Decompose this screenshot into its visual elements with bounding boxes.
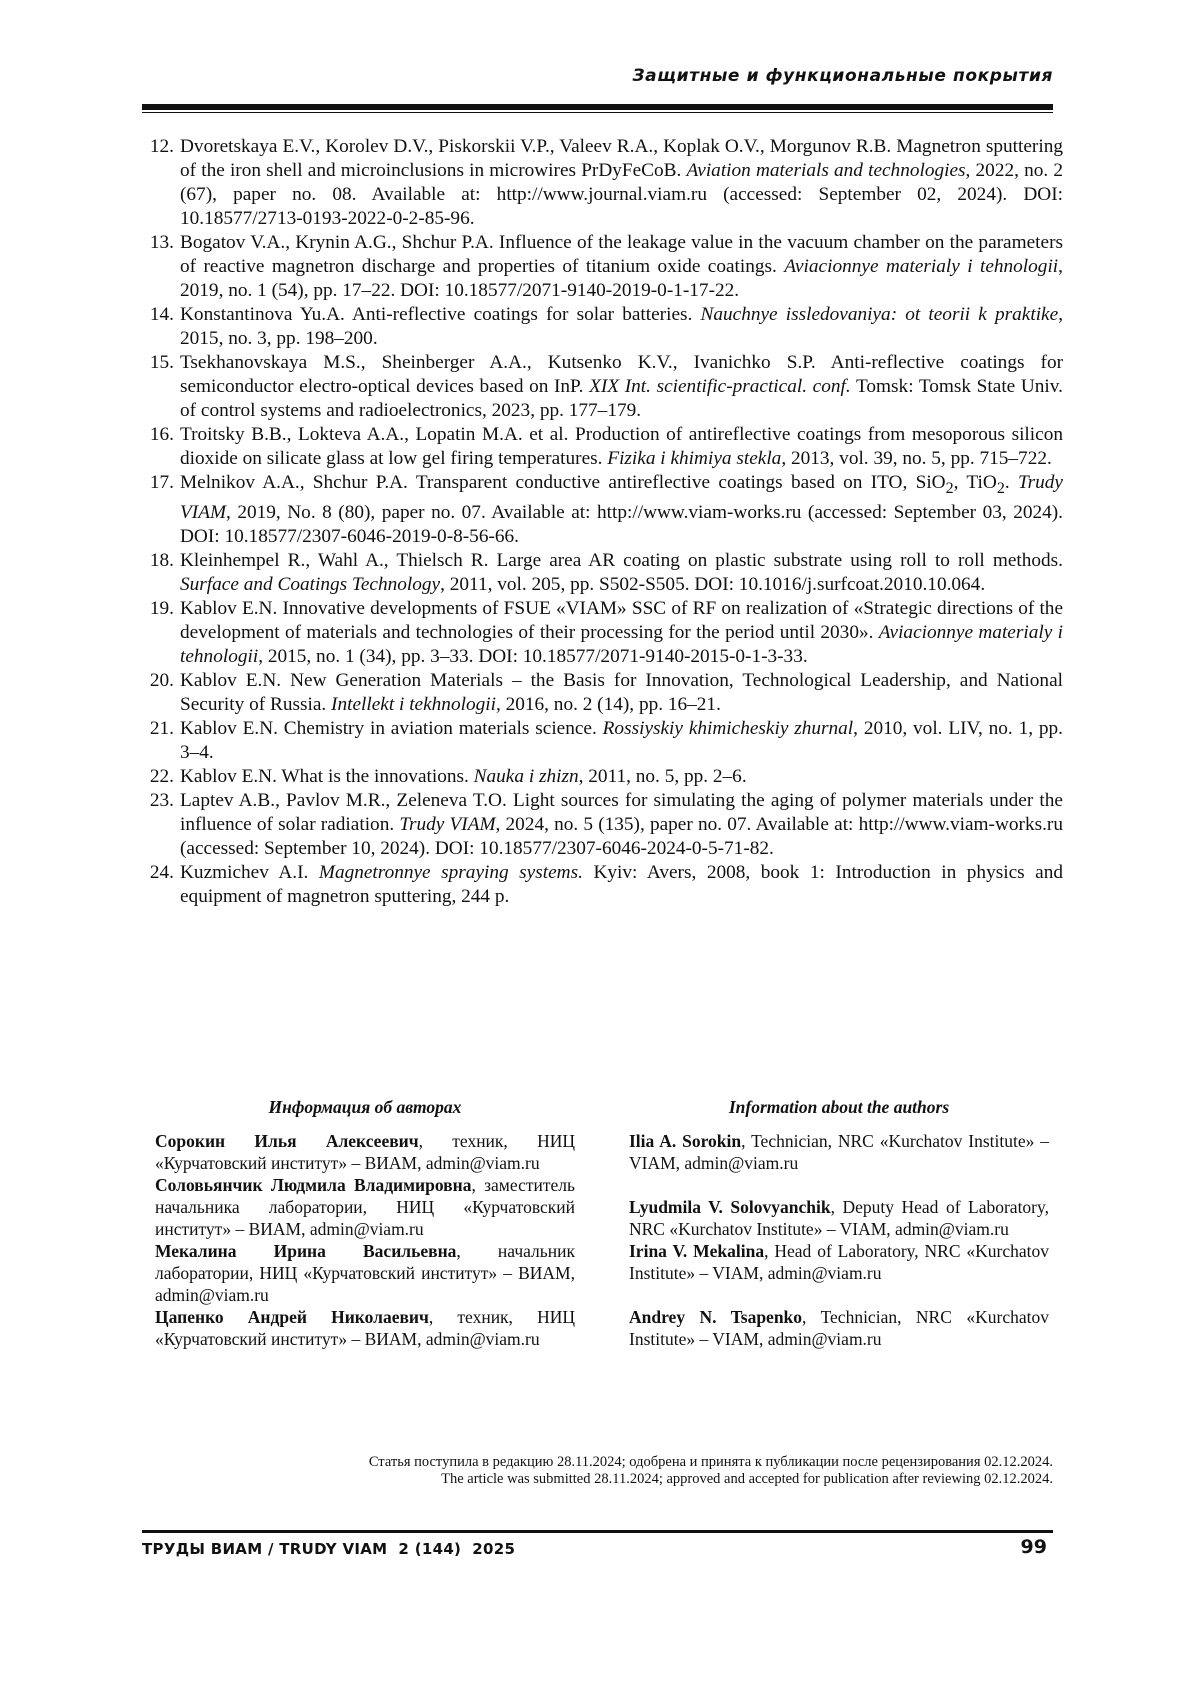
- reference-number: 20.: [149, 669, 174, 691]
- author-name: Цапенко Андрей Николаевич: [155, 1307, 429, 1327]
- reference-text: Laptev A.B., Pavlov M.R., Zeleneva T.O. Light sources for simulating the aging of polymer materials under the influence of solar radiation. Trudy VIAM, 2024, no. 5 (135), paper no. 07. Available at: http://www.viam-works.ru (accessed: September 10, 2024). DOI: 10.18577/2307-6046-2024-0-5-71-82.: [180, 789, 1063, 859]
- reference-item: [142, 135, 1063, 231]
- author-en-2: [629, 1196, 1049, 1240]
- authors-ru-heading: Информация об авторах: [268, 1097, 462, 1117]
- author-details: , начальник лаборатории, НИЦ «Курчатовский институт» – ВИАМ, admin@viam.ru: [155, 1241, 575, 1305]
- author-ru-3: [155, 1240, 575, 1306]
- reference-text: Kablov E.N. New Generation Materials – the Basis for Innovation, Technological Leadership, and National Security of Russia. Intellekt i tekhnologii, 2016, no. 2 (14), pp. 16–21.: [180, 669, 1063, 715]
- reference-number: 12.: [149, 136, 174, 157]
- author-en-1: [629, 1130, 1049, 1174]
- submission-note-en: The article was submitted 28.11.2024; approved and accepted for publication after reviewing 02.12.2024.: [441, 1471, 1053, 1487]
- author-ru-1: [155, 1130, 575, 1174]
- reference-item: [142, 549, 1063, 597]
- reference-number: 16.: [149, 424, 174, 445]
- author-details: , заместитель начальника лаборатории, НИЦ «Курчатовский институт» – ВИАМ, admin@viam.ru: [155, 1175, 575, 1239]
- author-details: , Technician, NRC «Kurchatov Institute» – VIAM, admin@viam.ru: [629, 1131, 1049, 1173]
- reference-text: Kablov E.N. What is the innovations. Nauka i zhizn, 2011, no. 5, pp. 2–6.: [180, 765, 747, 787]
- author-name: Мекалина Ирина Васильевна: [155, 1241, 457, 1261]
- author-name: Andrey N. Tsapenko: [629, 1307, 803, 1327]
- reference-number: 21.: [149, 717, 174, 739]
- header-rule-thin: [142, 112, 1053, 113]
- reference-item: [142, 789, 1063, 861]
- reference-item: [142, 471, 1063, 549]
- reference-text: Kablov E.N. Chemistry in aviation materials science. Rossiyskiy khimicheskiy zhurnal, 2010, vol. LIV, no. 1, pp. 3–4.: [180, 717, 1063, 763]
- reference-item: [142, 861, 1063, 909]
- reference-number: 19.: [149, 597, 174, 619]
- header-rule: [142, 104, 1053, 110]
- author-details: , Technician, NRC «Kurchatov Institute» – VIAM, admin@viam.ru: [629, 1307, 1049, 1349]
- author-ru-2: [155, 1174, 575, 1240]
- reference-number: 23.: [149, 789, 174, 811]
- author-en-3: [629, 1240, 1049, 1284]
- reference-text: Kuzmichev A.I. Magnetronnye spraying systems. Kyiv: Avers, 2008, book 1: Introduction in physics and equipment of magnetron sputtering, 244 p.: [180, 861, 1064, 907]
- reference-item: [142, 351, 1063, 423]
- author-details: , техник, НИЦ «Курчатовский институт» – ВИАМ, admin@viam.ru: [155, 1307, 575, 1349]
- author-name: Сорокин Илья Алексеевич: [155, 1131, 419, 1151]
- reference-number: 22.: [149, 765, 174, 787]
- author-name: Irina V. Mekalina: [629, 1241, 765, 1261]
- section-title: Защитные и функциональные покрытия: [632, 66, 1053, 86]
- reference-text: Kablov E.N. Innovative developments of FSUE «VIAM» SSC of RF on realization of «Strategic directions of the development of materials and technologies of their processing for the period until 2030». Aviacionnye materialy i tehnologii, 2015, no. 1 (34), pp. 3–33. DOI: 10.18577/2071-9140-2015-0-1-3-33.: [180, 597, 1063, 667]
- reference-text: Troitsky B.B., Lokteva A.A., Lopatin M.A. et al. Production of antireflective coatings from mesoporous silicon dioxide on silicate glass at low gel firing temperatures. Fizika i khimiya stekla, 2013, vol. 39, no. 5, pp. 715–722.: [180, 424, 1063, 469]
- reference-text: Dvoretskaya E.V., Korolev D.V., Piskorskii V.P., Valeev R.A., Koplak O.V., Morgunov R.B. Magnetron sputtering of the iron shell and microinclusions in microwires PrDyFeCoB. Aviation materials and technologies, 2022, no. 2 (67), paper no. 08. Available at: http://www.journal.viam.ru (accessed: September 02, 2024). DOI: 10.18577/2713-0193-2022-0-2-85-96.: [180, 136, 1064, 229]
- authors-en-heading: Information about the authors: [728, 1097, 950, 1117]
- author-name: Ilia A. Sorokin: [629, 1131, 742, 1151]
- reference-item: [142, 597, 1063, 669]
- author-ru-4: [155, 1306, 575, 1350]
- reference-number: 13.: [149, 232, 174, 253]
- reference-text: Bogatov V.A., Krynin A.G., Shchur P.A. Influence of the leakage value in the vacuum chamber on the parameters of reactive magnetron discharge and properties of titanium oxide coatings. Aviacionnye materialy i tehnologii, 2019, no. 1 (54), pp. 17–22. DOI: 10.18577/2071-9140-2019-0-1-17-22.: [180, 232, 1063, 301]
- reference-item: [142, 423, 1063, 471]
- authors-en-column: [629, 1096, 1049, 1350]
- reference-text: Kleinhempel R., Wahl A., Thielsch R. Large area AR coating on plastic substrate using roll to roll methods. Surface and Coatings Technology, 2011, vol. 205, pp. S502-S505. DOI: 10.1016/j.surfcoat.2010.10.064.: [180, 549, 1063, 595]
- reference-number: 17.: [149, 472, 174, 493]
- author-details: , Deputy Head of Laboratory, NRC «Kurchatov Institute» – VIAM, admin@viam.ru: [629, 1197, 1050, 1239]
- reference-list: [142, 135, 1063, 909]
- reference-item: [142, 717, 1063, 765]
- reference-text: Konstantinova Yu.A. Anti-reflective coatings for solar batteries. Nauchnye issledovaniya: ot teorii k praktike, 2015, no. 3, pp. 198–200.: [180, 304, 1064, 349]
- page-number: 99: [1020, 1536, 1047, 1558]
- reference-text: Tsekhanovskaya M.S., Sheinberger A.A., Kutsenko K.V., Ivanichko S.P. Anti-reflective coatings for semiconductor electro-optical devices based on InP. XIX Int. scientific-practical. conf. Tomsk: Tomsk State Univ. of control systems and radioelectronics, 2023, pp. 177–179.: [180, 352, 1063, 421]
- author-details: , техник, НИЦ «Курчатовский институт» – ВИАМ, admin@viam.ru: [155, 1131, 575, 1173]
- reference-number: 14.: [149, 304, 174, 325]
- author-details: , Head of Laboratory, NRC «Kurchatov Institute» – VIAM, admin@viam.ru: [629, 1241, 1050, 1283]
- journal-footer: ТРУДЫ ВИАМ / TRUDY VIAM 2 (144) 2025: [142, 1540, 516, 1558]
- submission-note: [369, 1454, 1053, 1488]
- reference-item: [142, 231, 1063, 303]
- reference-number: 18.: [149, 549, 174, 571]
- reference-number: 15.: [149, 352, 174, 373]
- reference-text: Melnikov A.A., Shchur P.A. Transparent conductive antireflective coatings based on ITO, SiO$_2$, TiO$_2$. Trudy VIAM, 2019, No. 8 (80), paper no. 07. Available at: http://www.viam-works.ru (accessed: September 03, 2024). DOI: 10.18577/2307-6046-2019-0-8-56-66.: [180, 472, 1063, 547]
- authors-ru-column: [155, 1096, 575, 1350]
- footer-rule: [142, 1530, 1053, 1533]
- reference-number: 24.: [149, 861, 174, 883]
- author-name: Соловьянчик Людмила Владимировна: [155, 1175, 472, 1195]
- reference-item: [142, 669, 1063, 717]
- submission-note-ru: Статья поступила в редакцию 28.11.2024; одобрена и принята к публикации после рецензирования 02.12.2024.: [368, 1454, 1053, 1470]
- author-name: Lyudmila V. Solovyanchik: [629, 1197, 831, 1217]
- reference-item: [142, 765, 1063, 789]
- reference-item: [142, 303, 1063, 351]
- author-en-4: [629, 1306, 1049, 1350]
